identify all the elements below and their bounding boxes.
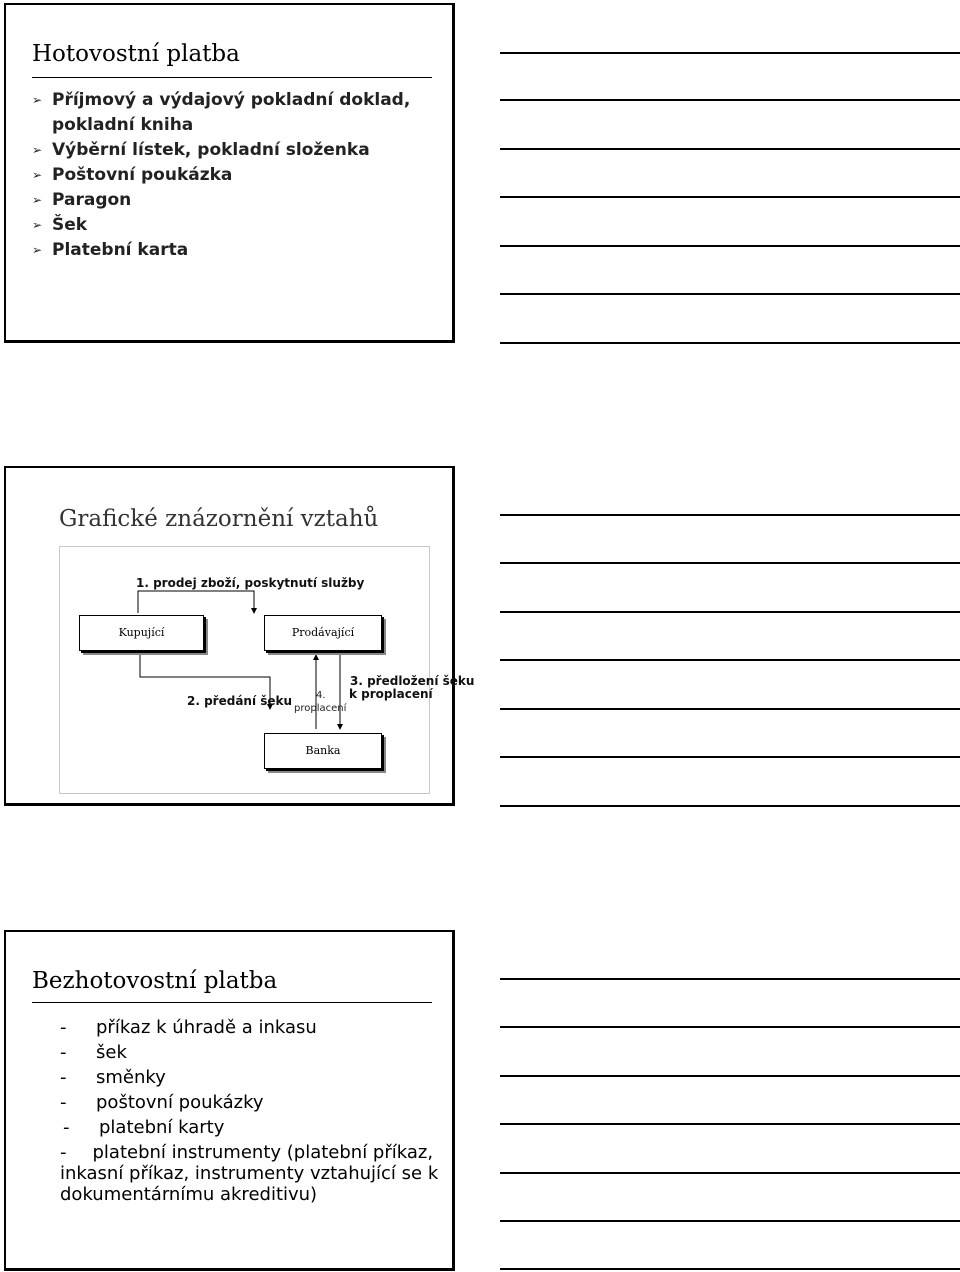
note-line xyxy=(500,148,960,150)
title-underline xyxy=(32,1002,432,1003)
note-line xyxy=(500,293,960,295)
note-line xyxy=(500,196,960,198)
list-item: - platební karty xyxy=(63,1117,225,1138)
list-item: - šek xyxy=(60,1042,127,1063)
slide-graficke-znazorneni xyxy=(4,466,475,806)
note-line xyxy=(500,611,960,613)
slide-hotovostni-platba xyxy=(4,3,455,343)
list-item: - poštovní poukázky xyxy=(60,1092,264,1113)
note-line xyxy=(500,1268,960,1270)
note-line xyxy=(500,805,960,807)
note-line xyxy=(500,1220,960,1222)
slide-bezhotovostni-platba xyxy=(4,930,455,1271)
step1-label: 1. prodej zboží, poskytnutí služby xyxy=(136,576,365,590)
step4-number: 4. xyxy=(316,690,326,701)
list-item: - směnky xyxy=(60,1067,166,1088)
note-line xyxy=(500,99,960,101)
arrow-bullet-icon: ➢ xyxy=(32,143,43,157)
list-item: ➢ Poštovní poukázka xyxy=(32,163,447,188)
note-line xyxy=(500,1123,960,1125)
step3-label-line1: 3. předložení šeku xyxy=(350,674,475,688)
arrow-bullet-icon: ➢ xyxy=(32,168,43,182)
arrow-bullet-icon: ➢ xyxy=(32,193,43,207)
payment-methods-list xyxy=(60,1015,440,1205)
note-line xyxy=(500,708,960,710)
note-line xyxy=(500,52,960,54)
note-line xyxy=(500,245,960,247)
seller-box: Prodávající xyxy=(264,615,382,651)
slide-title: Hotovostní platba xyxy=(32,41,240,67)
note-line xyxy=(500,659,960,661)
step2-label: 2. předání šeku xyxy=(187,694,293,708)
note-line xyxy=(500,1172,960,1174)
relationship-diagram xyxy=(59,546,475,794)
slide-title: Grafické znázornění vztahů xyxy=(59,506,379,532)
list-item: ➢ Šek xyxy=(32,213,447,238)
slide-title: Bezhotovostní platba xyxy=(32,968,278,994)
note-line xyxy=(500,1026,960,1028)
step3-label-line2: k proplacení xyxy=(349,687,433,701)
list-item: - příkaz k úhradě a inkasu xyxy=(60,1017,317,1038)
title-underline xyxy=(32,77,432,78)
step4-label: proplacení xyxy=(294,703,347,714)
bank-box: Banka xyxy=(264,733,382,769)
list-item: ➢ Platební karta xyxy=(32,238,447,263)
note-line xyxy=(500,1075,960,1077)
list-item: - platební instrumenty (platební příkaz, inkasní příkaz, instrumenty vztahující se k dokumentárnímu akreditivu) xyxy=(60,1142,439,1205)
list-item: ➢ Paragon xyxy=(32,188,447,213)
arrow-bullet-icon: ➢ xyxy=(32,243,43,257)
note-line xyxy=(500,514,960,516)
list-item: ➢ Výběrní lístek, pokladní složenka xyxy=(32,138,447,163)
note-line xyxy=(500,562,960,564)
note-line xyxy=(500,978,960,980)
arrow-bullet-icon: ➢ xyxy=(32,218,43,232)
buyer-box: Kupující xyxy=(79,615,204,651)
arrow-bullet-icon: ➢ xyxy=(32,93,43,107)
connector-step1 xyxy=(138,591,254,613)
list-item: ➢ Příjmový a výdajový pokladní doklad, pokladní kniha xyxy=(32,90,411,135)
note-line xyxy=(500,756,960,758)
note-line xyxy=(500,342,960,344)
bullet-list xyxy=(32,88,447,263)
